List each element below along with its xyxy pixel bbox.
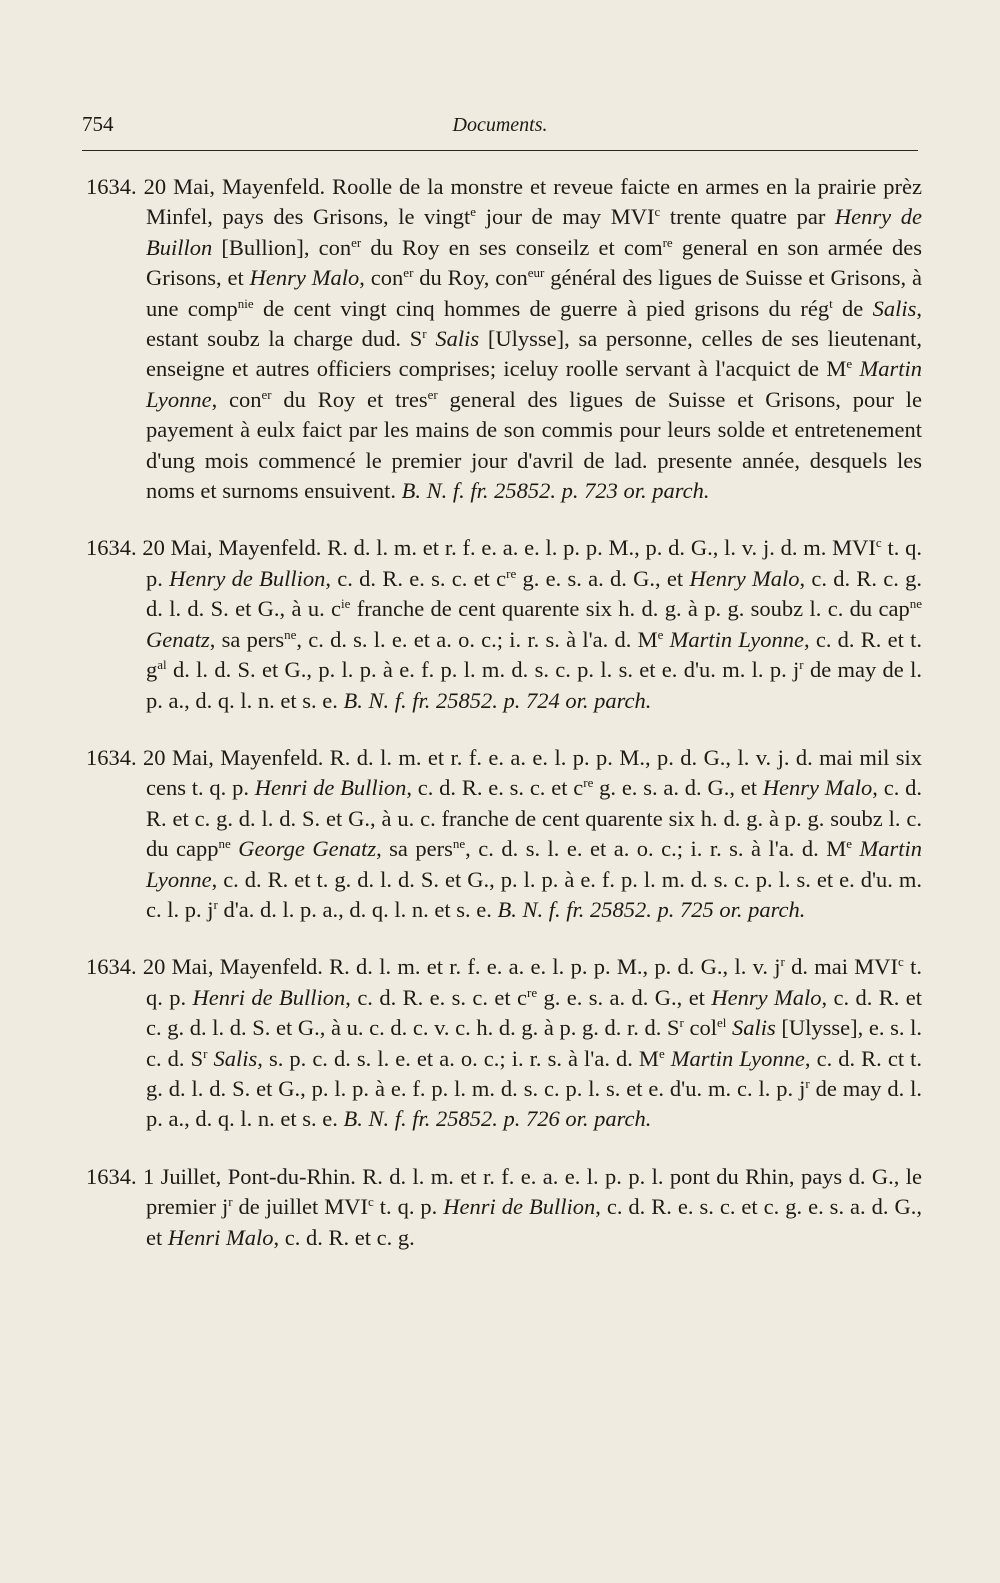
entry-text: général des ligues de Suisse et Grisons, à une comp (146, 265, 922, 321)
entry-text: [Ulysse], e. s. l. c. d. S (146, 1015, 922, 1071)
entry-text: franche de cent quarente six h. d. g. à p. g. soubz l. c. du cap (350, 596, 910, 622)
entry-text: de may de l. p. a., d. q. l. n. et s. e. (146, 657, 922, 713)
italic-text: B. N. f. fr. 25852. p. 726 or. parch. (343, 1106, 652, 1132)
entry-text: general des ligues de Suisse et Grisons, pour le payement à eulx faict par les mains de son commis pour leurs solde et entretenement d'ung mois commencé le premier jour d'avril de lad. presente année, desquels les noms et surnoms ensuivent. (146, 386, 922, 504)
superscript-text: e (470, 204, 477, 220)
entry-text: du Roy, con (413, 265, 528, 291)
entry-text (852, 356, 859, 381)
italic-text: Henry Malo (249, 265, 360, 291)
italic-text: Salis (435, 326, 480, 352)
entry-text: trente quatre par (660, 204, 835, 230)
entry-text: , c. d. R. e. s. c. et c (325, 565, 507, 591)
entry-text: , sa pers (209, 626, 285, 652)
superscript-text: eur (527, 265, 545, 281)
italic-text: Martin Lyonne (670, 1045, 805, 1071)
entry-text: , con (359, 265, 404, 291)
superscript-text: er (261, 386, 272, 402)
entry-text: de (832, 295, 873, 321)
superscript-text: r (203, 1045, 208, 1061)
italic-text: Henri Malo (167, 1224, 274, 1250)
superscript-text: e (846, 836, 853, 852)
italic-text: Martin Lyonne (146, 836, 923, 892)
superscript-text: c (367, 1194, 374, 1210)
entry-text: , c. d. R. e. s. c. et c. g. e. s. a. d. G., et (146, 1194, 922, 1250)
superscript-text: ne (284, 626, 297, 642)
italic-text: Genatz (146, 626, 210, 652)
entry-text: d'a. d. l. p. a., d. q. l. n. et s. e. (217, 896, 498, 922)
entry-text: , c. d. R. et c. g. (273, 1224, 415, 1250)
italic-text: Henry Malo (689, 565, 800, 591)
entry-text: de juillet MVI (232, 1194, 368, 1220)
italic-text: Salis (732, 1015, 776, 1041)
italic-text: Henri de Bullion (443, 1194, 596, 1220)
entry-text: , s. p. c. d. s. l. e. et a. o. c.; i. r. s. à l'a. d. M (257, 1045, 659, 1071)
entry-text: , c. d. R. et t. g (146, 626, 923, 683)
entry-text: t. q. p. (146, 954, 922, 1010)
entry-text: col (683, 1015, 717, 1041)
superscript-text: r (422, 326, 427, 342)
superscript-text: r (805, 1075, 810, 1091)
superscript-text: er (427, 386, 438, 402)
header-rule (82, 150, 918, 151)
document-entry (86, 743, 922, 925)
superscript-text: r (780, 954, 785, 970)
entry-text: d. mai MVI (784, 954, 899, 980)
entry-text: [Bullion], con (212, 234, 352, 260)
entry-text: g. e. s. a. d. G., et (593, 775, 763, 801)
entry-text: , estant soubz la charge dud. S (146, 295, 922, 352)
superscript-text: ne (909, 596, 922, 612)
entry-text: 1634. 20 Mai, Mayenfeld. R. d. l. m. et r. f. e. a. e. l. p. p. M., p. d. G., l. v. j. d. mai mil six cens t. q. p. (86, 744, 922, 801)
entry-text: 1634. 20 Mai, Mayenfeld. Roolle de la monstre et reveue faicte en armes en la prairie prèz Minfel, pays des Grisons, le vingt (86, 174, 922, 230)
entry-text: , c. d. R. c. g. d. l. d. S. et G., à u. c (146, 565, 923, 622)
italic-text: B. N. f. fr. 25852. p. 723 or. parch. (401, 478, 710, 504)
italic-text: George Genatz (238, 836, 377, 862)
entry-text: , c. d. R. e. s. c. et c (406, 775, 584, 801)
entry-text: d. l. d. S. et G., p. l. p. à e. f. p. l. m. d. s. c. p. l. s. et e. d'u. m. l. p. j (166, 657, 800, 683)
running-title: Documents. (452, 114, 548, 136)
page-number: 754 (82, 112, 114, 136)
entry-text: 1634. 20 Mai, Mayenfeld. R. d. l. m. et r. f. e. a. e. l. p. p. M., p. d. G., l. v. j (86, 954, 781, 980)
italic-text: Salis (213, 1045, 258, 1071)
entry-text: general en son armée des Grisons, et (146, 234, 922, 291)
superscript-text: c (654, 204, 661, 220)
document-entry (86, 1162, 922, 1253)
italic-text: Martin Lyonne (146, 356, 923, 412)
entry-text: , con (211, 386, 262, 412)
italic-text: Henry Malo (711, 984, 822, 1010)
entry-text: , c. d. R. e. s. c. et c (345, 984, 527, 1010)
italic-text: Salis (872, 295, 917, 321)
italic-text: Henri de Bullion (254, 775, 407, 801)
superscript-text: r (228, 1194, 233, 1210)
entry-text: t. q. p. (146, 535, 922, 591)
italic-text: B. N. f. fr. 25852. p. 725 or. parch. (497, 896, 806, 922)
superscript-text: re (506, 565, 517, 581)
superscript-text: c (898, 954, 904, 970)
italic-text: Henry de Bullion (169, 565, 326, 591)
document-entry (86, 952, 922, 1134)
entry-text: t. q. p. (373, 1194, 444, 1220)
italic-text: Henry Malo (762, 775, 873, 801)
superscript-text: er (403, 265, 414, 281)
entry-text: g. e. s. a. d. G., et (537, 984, 712, 1010)
superscript-text: nie (237, 295, 254, 311)
entry-text: , c. d. R. et t. g. d. l. d. S. et G., p. l. p. à e. f. p. l. m. d. s. c. p. l. s. et e. d'u. m. c. l. p. j (146, 866, 922, 922)
superscript-text: e (846, 356, 853, 372)
entry-text: [Ulysse], sa personne, celles de ses lieutenant, enseigne et autres officiers comprises; iceluy roolle servant à l'acquict de M (146, 326, 922, 382)
superscript-text: el (716, 1015, 727, 1031)
entry-text: de may d. l. p. a., d. q. l. n. et s. e. (146, 1075, 922, 1132)
superscript-text: al (157, 657, 167, 673)
superscript-text: re (527, 984, 538, 1000)
superscript-text: r (679, 1015, 684, 1031)
superscript-text: ne (218, 836, 231, 852)
document-entry (86, 172, 922, 506)
entry-text: , c. d. R. ct t. g. d. l. d. S. et G., p. l. p. à e. f. p. l. m. d. s. c. p. l. s. et e. d'u. m. c. l. p. j (146, 1045, 923, 1101)
entry-text: du Roy en ses conseilz et com (361, 234, 663, 260)
entry-text: g. e. s. a. d. G., et (516, 565, 690, 591)
italic-text: Henri de Bullion (192, 984, 346, 1010)
superscript-text: c (875, 535, 882, 551)
italic-text: Martin Lyonne (669, 626, 804, 652)
superscript-text: t (829, 295, 833, 311)
entry-text: , sa pers (376, 836, 453, 862)
entry-text: de cent vingt cinq hommes de guerre à pied grisons du rég (253, 295, 830, 321)
entries-list (86, 172, 922, 1280)
entry-text: jour de may MVI (476, 204, 655, 230)
entry-text: , c. d. s. l. e. et a. o. c.; i. r. s. à l'a. d. M (465, 836, 847, 862)
entry-text (852, 836, 859, 861)
italic-text: Henry de Buillon (146, 204, 923, 260)
entry-text: , c. d. R. et c. g. d. l. d. S. et G., à u. c. d. c. v. c. h. d. g. à p. g. d. r. d. S (146, 984, 922, 1041)
superscript-text: e (657, 626, 664, 642)
superscript-text: e (658, 1045, 665, 1061)
entry-text: , c. d. s. l. e. et a. o. c.; i. r. s. à l'a. d. M (296, 626, 658, 652)
superscript-text: r (213, 896, 218, 912)
superscript-text: re (583, 775, 594, 791)
superscript-text: r (799, 657, 804, 673)
italic-text: B. N. f. fr. 25852. p. 724 or. parch. (343, 687, 652, 713)
document-entry (86, 533, 922, 715)
superscript-text: ne (452, 836, 466, 852)
page-header (82, 112, 918, 146)
entry-text: 1634. 20 Mai, Mayenfeld. R. d. l. m. et r. f. e. a. e. l. p. p. M., p. d. G., l. v. j. d. m. MVI (86, 535, 876, 561)
superscript-text: ie (341, 596, 351, 612)
entry-text: , c. d. R. et c. g. d. l. d. S. et G., à u. c. franche de cent quarente six h. d. g. à p. g. soubz l. c. du capp (146, 775, 922, 862)
superscript-text: er (351, 234, 362, 250)
entry-text: 1634. 1 Juillet, Pont-du-Rhin. R. d. l. m. et r. f. e. a. e. l. p. p. l. pont du Rhin, pays d. G., le premier j (86, 1163, 922, 1220)
superscript-text: re (662, 234, 673, 250)
entry-text: du Roy et tres (271, 386, 428, 412)
